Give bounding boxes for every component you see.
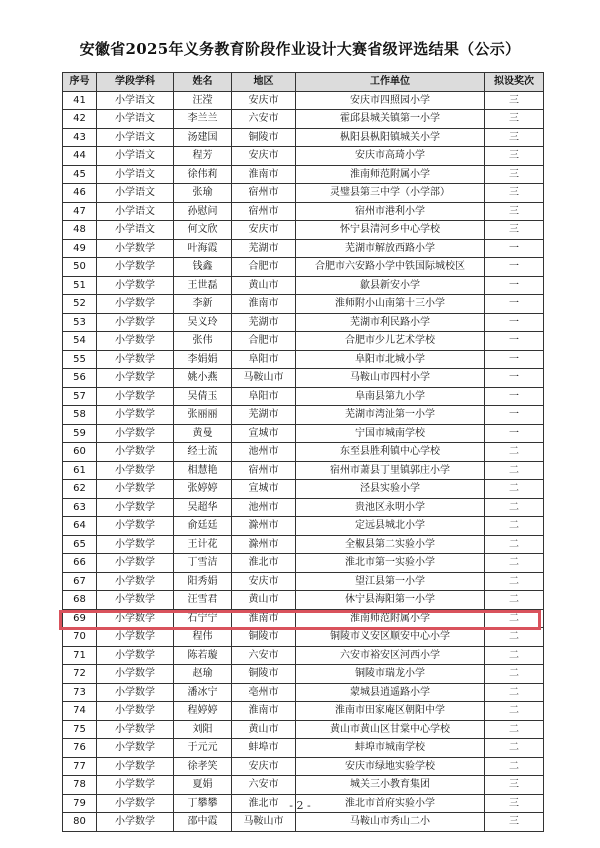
cell-subject: 小学数学 [97, 757, 174, 776]
cell-subject: 小学数学 [97, 739, 174, 758]
cell-name: 刘阳 [174, 720, 232, 739]
table-row [63, 165, 544, 184]
cell-name: 李新 [174, 295, 232, 314]
cell-name: 陈若璇 [174, 646, 232, 665]
cell-index: 44 [63, 147, 97, 166]
cell-workplace: 淮南市田家庵区朝阳中学 [296, 702, 485, 721]
cell-index: 71 [63, 646, 97, 665]
cell-name: 王计花 [174, 535, 232, 554]
cell-name: 程伟 [174, 628, 232, 647]
cell-subject: 小学数学 [97, 480, 174, 499]
table-row [63, 683, 544, 702]
cell-workplace: 芜湖市利民路小学 [296, 313, 485, 332]
cell-subject: 小学语文 [97, 221, 174, 240]
table-row [63, 295, 544, 314]
table-row [63, 591, 544, 610]
cell-subject: 小学数学 [97, 535, 174, 554]
cell-award: 三 [485, 202, 544, 221]
table-row [63, 387, 544, 406]
cell-name: 相慧艳 [174, 461, 232, 480]
document-title: 安徽省2025年义务教育阶段作业设计大赛省级评选结果（公示） [79, 40, 521, 58]
cell-region: 宿州市 [232, 184, 296, 203]
cell-index: 72 [63, 665, 97, 684]
cell-award: 二 [485, 535, 544, 554]
cell-index: 70 [63, 628, 97, 647]
header-region: 地区 [232, 73, 296, 92]
cell-workplace: 铜陵市瑞龙小学 [296, 665, 485, 684]
cell-name: 徐伟莉 [174, 165, 232, 184]
cell-workplace: 贵池区永明小学 [296, 498, 485, 517]
header-index: 序号 [63, 73, 97, 92]
cell-workplace: 灵璧县第三中学（小学部） [296, 184, 485, 203]
cell-subject: 小学语文 [97, 110, 174, 129]
cell-subject: 小学数学 [97, 813, 174, 832]
cell-index: 51 [63, 276, 97, 295]
cell-region: 宿州市 [232, 461, 296, 480]
cell-workplace: 铜陵市义安区顺安中心小学 [296, 628, 485, 647]
cell-subject: 小学数学 [97, 313, 174, 332]
cell-index: 80 [63, 813, 97, 832]
cell-workplace: 定远县城北小学 [296, 517, 485, 536]
cell-index: 66 [63, 554, 97, 573]
cell-index: 56 [63, 369, 97, 388]
cell-index: 61 [63, 461, 97, 480]
cell-index: 42 [63, 110, 97, 129]
table-row [63, 572, 544, 591]
cell-subject: 小学数学 [97, 720, 174, 739]
cell-award: 一 [485, 387, 544, 406]
cell-region: 宣城市 [232, 424, 296, 443]
cell-award: 三 [485, 147, 544, 166]
cell-index: 77 [63, 757, 97, 776]
cell-award: 一 [485, 332, 544, 351]
cell-award: 三 [485, 776, 544, 795]
cell-workplace: 城关三小教育集团 [296, 776, 485, 795]
cell-award: 三 [485, 221, 544, 240]
cell-name: 钱鑫 [174, 258, 232, 277]
cell-workplace: 蒙城县逍遥路小学 [296, 683, 485, 702]
header-row [63, 73, 544, 92]
cell-index: 79 [63, 794, 97, 813]
table-row [63, 128, 544, 147]
cell-award: 二 [485, 757, 544, 776]
cell-region: 芜湖市 [232, 406, 296, 425]
cell-region: 安庆市 [232, 91, 296, 110]
cell-workplace: 休宁县海阳第一小学 [296, 591, 485, 610]
header-workplace: 工作单位 [296, 73, 485, 92]
table-row [63, 813, 544, 832]
cell-name: 吴义玲 [174, 313, 232, 332]
cell-workplace: 歙县新安小学 [296, 276, 485, 295]
cell-index: 58 [63, 406, 97, 425]
cell-name: 程婷婷 [174, 702, 232, 721]
table-row [63, 554, 544, 573]
table-row [63, 480, 544, 499]
cell-index: 60 [63, 443, 97, 462]
table-row [63, 202, 544, 221]
cell-award: 二 [485, 461, 544, 480]
cell-award: 一 [485, 239, 544, 258]
cell-workplace: 宿州市萧县丁里镇郭庄小学 [296, 461, 485, 480]
cell-workplace: 淮北市第一实验小学 [296, 554, 485, 573]
cell-index: 68 [63, 591, 97, 610]
cell-workplace: 阜阳市北城小学 [296, 350, 485, 369]
table-row [63, 110, 544, 129]
cell-award: 二 [485, 739, 544, 758]
cell-index: 57 [63, 387, 97, 406]
cell-workplace: 宿州市港利小学 [296, 202, 485, 221]
table-row [63, 517, 544, 536]
cell-workplace: 怀宁县清河乡中心学校 [296, 221, 485, 240]
table-row [63, 776, 544, 795]
cell-subject: 小学数学 [97, 609, 174, 628]
cell-region: 淮北市 [232, 794, 296, 813]
cell-index: 69 [63, 609, 97, 628]
cell-workplace: 望江县第一小学 [296, 572, 485, 591]
cell-subject: 小学数学 [97, 424, 174, 443]
cell-region: 池州市 [232, 443, 296, 462]
cell-award: 三 [485, 813, 544, 832]
cell-region: 安庆市 [232, 572, 296, 591]
header-name: 姓名 [174, 73, 232, 92]
cell-name: 俞廷廷 [174, 517, 232, 536]
table-row [63, 757, 544, 776]
cell-workplace: 泾县实验小学 [296, 480, 485, 499]
cell-award: 二 [485, 628, 544, 647]
cell-workplace: 淮南师范附属小学 [296, 165, 485, 184]
cell-region: 池州市 [232, 498, 296, 517]
cell-index: 62 [63, 480, 97, 499]
cell-award: 二 [485, 646, 544, 665]
cell-award: 一 [485, 258, 544, 277]
cell-name: 程芳 [174, 147, 232, 166]
cell-index: 76 [63, 739, 97, 758]
cell-name: 潘冰宁 [174, 683, 232, 702]
cell-name: 赵瑜 [174, 665, 232, 684]
cell-workplace: 淮南师范附属小学 [296, 609, 485, 628]
cell-subject: 小学数学 [97, 461, 174, 480]
cell-region: 滁州市 [232, 517, 296, 536]
cell-award: 二 [485, 480, 544, 499]
cell-name: 阳秀娟 [174, 572, 232, 591]
cell-name: 汤建国 [174, 128, 232, 147]
cell-award: 一 [485, 276, 544, 295]
cell-workplace: 淮师附小山南第十三小学 [296, 295, 485, 314]
cell-subject: 小学数学 [97, 554, 174, 573]
cell-region: 马鞍山市 [232, 813, 296, 832]
cell-workplace: 蚌埠市城南学校 [296, 739, 485, 758]
cell-subject: 小学数学 [97, 646, 174, 665]
cell-subject: 小学数学 [97, 239, 174, 258]
cell-name: 黄曼 [174, 424, 232, 443]
table-row [63, 91, 544, 110]
cell-award: 二 [485, 443, 544, 462]
cell-index: 65 [63, 535, 97, 554]
cell-name: 李娟娟 [174, 350, 232, 369]
table-row [63, 147, 544, 166]
cell-name: 经士流 [174, 443, 232, 462]
table-row [63, 332, 544, 351]
cell-region: 芜湖市 [232, 239, 296, 258]
cell-subject: 小学语文 [97, 184, 174, 203]
cell-region: 六安市 [232, 646, 296, 665]
cell-region: 黄山市 [232, 276, 296, 295]
cell-index: 63 [63, 498, 97, 517]
cell-subject: 小学数学 [97, 628, 174, 647]
cell-index: 55 [63, 350, 97, 369]
table-row [63, 702, 544, 721]
table-row [63, 646, 544, 665]
cell-region: 六安市 [232, 776, 296, 795]
cell-subject: 小学数学 [97, 794, 174, 813]
cell-index: 64 [63, 517, 97, 536]
cell-award: 三 [485, 91, 544, 110]
cell-award: 二 [485, 572, 544, 591]
cell-subject: 小学数学 [97, 387, 174, 406]
table-row [63, 406, 544, 425]
cell-region: 芜湖市 [232, 313, 296, 332]
cell-region: 宣城市 [232, 480, 296, 499]
cell-subject: 小学数学 [97, 683, 174, 702]
cell-subject: 小学数学 [97, 665, 174, 684]
table-row [63, 221, 544, 240]
cell-region: 合肥市 [232, 332, 296, 351]
table-row [63, 628, 544, 647]
cell-name: 于元元 [174, 739, 232, 758]
cell-region: 黄山市 [232, 591, 296, 610]
cell-workplace: 芜湖市湾沚第一小学 [296, 406, 485, 425]
cell-award: 一 [485, 350, 544, 369]
table-row [63, 276, 544, 295]
cell-award: 二 [485, 517, 544, 536]
cell-name: 汪雪君 [174, 591, 232, 610]
cell-index: 74 [63, 702, 97, 721]
cell-name: 石宁宁 [174, 609, 232, 628]
table-row [63, 461, 544, 480]
cell-name: 丁雪洁 [174, 554, 232, 573]
results-table [62, 72, 544, 832]
cell-region: 阜阳市 [232, 350, 296, 369]
table-row [63, 443, 544, 462]
header-award: 拟设奖次 [485, 73, 544, 92]
cell-index: 43 [63, 128, 97, 147]
cell-subject: 小学数学 [97, 350, 174, 369]
table-row [63, 369, 544, 388]
cell-workplace: 合肥市六安路小学中铁国际城校区 [296, 258, 485, 277]
cell-index: 67 [63, 572, 97, 591]
cell-region: 铜陵市 [232, 628, 296, 647]
cell-region: 滁州市 [232, 535, 296, 554]
cell-subject: 小学数学 [97, 406, 174, 425]
cell-award: 三 [485, 128, 544, 147]
cell-award: 一 [485, 313, 544, 332]
cell-subject: 小学数学 [97, 572, 174, 591]
cell-name: 叶海霞 [174, 239, 232, 258]
cell-name: 邵中霞 [174, 813, 232, 832]
cell-region: 阜阳市 [232, 387, 296, 406]
cell-index: 49 [63, 239, 97, 258]
header-subject: 学段学科 [97, 73, 174, 92]
cell-region: 宿州市 [232, 202, 296, 221]
table-header [63, 73, 544, 92]
cell-workplace: 霍邱县城关镇第一小学 [296, 110, 485, 129]
table-row [63, 350, 544, 369]
cell-name: 吴倩玉 [174, 387, 232, 406]
cell-workplace: 阜南县第九小学 [296, 387, 485, 406]
cell-subject: 小学语文 [97, 202, 174, 221]
cell-award: 二 [485, 702, 544, 721]
cell-subject: 小学数学 [97, 369, 174, 388]
table-row [63, 720, 544, 739]
page-number: - 2 - [289, 799, 311, 812]
cell-index: 78 [63, 776, 97, 795]
cell-index: 54 [63, 332, 97, 351]
cell-subject: 小学数学 [97, 443, 174, 462]
cell-region: 合肥市 [232, 258, 296, 277]
cell-workplace: 枞阳县枞阳镇城关小学 [296, 128, 485, 147]
cell-region: 淮南市 [232, 702, 296, 721]
cell-workplace: 合肥市少儿艺术学校 [296, 332, 485, 351]
table-row [63, 239, 544, 258]
cell-subject: 小学数学 [97, 517, 174, 536]
cell-award: 一 [485, 406, 544, 425]
table-row [63, 424, 544, 443]
table-row [63, 535, 544, 554]
cell-workplace: 安庆市四照园小学 [296, 91, 485, 110]
cell-subject: 小学语文 [97, 128, 174, 147]
cell-award: 二 [485, 665, 544, 684]
cell-region: 淮南市 [232, 295, 296, 314]
cell-award: 二 [485, 683, 544, 702]
cell-region: 淮南市 [232, 165, 296, 184]
cell-award: 二 [485, 591, 544, 610]
table-body [63, 91, 544, 831]
cell-subject: 小学数学 [97, 776, 174, 795]
cell-name: 夏娟 [174, 776, 232, 795]
cell-index: 50 [63, 258, 97, 277]
cell-region: 黄山市 [232, 720, 296, 739]
table-row [63, 258, 544, 277]
cell-region: 安庆市 [232, 147, 296, 166]
cell-name: 张瑜 [174, 184, 232, 203]
cell-workplace: 宁国市城南学校 [296, 424, 485, 443]
cell-subject: 小学数学 [97, 702, 174, 721]
cell-name: 丁攀攀 [174, 794, 232, 813]
cell-index: 45 [63, 165, 97, 184]
cell-award: 一 [485, 295, 544, 314]
cell-award: 三 [485, 165, 544, 184]
table-row [63, 665, 544, 684]
cell-name: 徐孝笑 [174, 757, 232, 776]
cell-award: 一 [485, 369, 544, 388]
cell-name: 汪滢 [174, 91, 232, 110]
cell-index: 73 [63, 683, 97, 702]
cell-award: 三 [485, 794, 544, 813]
cell-subject: 小学数学 [97, 258, 174, 277]
cell-workplace: 安庆市高琦小学 [296, 147, 485, 166]
cell-subject: 小学数学 [97, 276, 174, 295]
cell-name: 王世磊 [174, 276, 232, 295]
cell-workplace: 全椒县第二实验小学 [296, 535, 485, 554]
cell-subject: 小学数学 [97, 591, 174, 610]
cell-workplace: 安庆市绿地实验学校 [296, 757, 485, 776]
cell-region: 亳州市 [232, 683, 296, 702]
cell-workplace: 芜湖市解放西路小学 [296, 239, 485, 258]
cell-name: 吴超华 [174, 498, 232, 517]
cell-subject: 小学语文 [97, 165, 174, 184]
cell-region: 蚌埠市 [232, 739, 296, 758]
cell-subject: 小学语文 [97, 147, 174, 166]
cell-award: 三 [485, 184, 544, 203]
cell-index: 52 [63, 295, 97, 314]
cell-award: 二 [485, 498, 544, 517]
cell-name: 张丽丽 [174, 406, 232, 425]
cell-name: 张伟 [174, 332, 232, 351]
cell-index: 59 [63, 424, 97, 443]
table-row [63, 609, 544, 628]
table-row [63, 184, 544, 203]
cell-subject: 小学数学 [97, 332, 174, 351]
cell-subject: 小学数学 [97, 295, 174, 314]
cell-workplace: 六安市裕安区河西小学 [296, 646, 485, 665]
cell-award: 二 [485, 720, 544, 739]
cell-region: 淮南市 [232, 609, 296, 628]
cell-award: 三 [485, 110, 544, 129]
cell-index: 46 [63, 184, 97, 203]
cell-subject: 小学语文 [97, 91, 174, 110]
cell-name: 何文欣 [174, 221, 232, 240]
cell-name: 姚小燕 [174, 369, 232, 388]
cell-award: 二 [485, 609, 544, 628]
cell-award: 二 [485, 554, 544, 573]
table-row [63, 739, 544, 758]
cell-workplace: 马鞍山市秀山二小 [296, 813, 485, 832]
cell-region: 马鞍山市 [232, 369, 296, 388]
cell-region: 安庆市 [232, 757, 296, 776]
cell-name: 张婷婷 [174, 480, 232, 499]
cell-index: 53 [63, 313, 97, 332]
cell-index: 75 [63, 720, 97, 739]
cell-index: 47 [63, 202, 97, 221]
cell-subject: 小学数学 [97, 498, 174, 517]
cell-workplace: 东至县胜利镇中心学校 [296, 443, 485, 462]
cell-award: 一 [485, 424, 544, 443]
cell-name: 孙慰问 [174, 202, 232, 221]
cell-name: 李兰兰 [174, 110, 232, 129]
cell-workplace: 黄山市黄山区甘棠中心学校 [296, 720, 485, 739]
cell-region: 铜陵市 [232, 665, 296, 684]
cell-region: 淮北市 [232, 554, 296, 573]
cell-index: 48 [63, 221, 97, 240]
cell-region: 六安市 [232, 110, 296, 129]
table-row [63, 313, 544, 332]
cell-index: 41 [63, 91, 97, 110]
cell-region: 铜陵市 [232, 128, 296, 147]
table-row [63, 498, 544, 517]
cell-workplace: 马鞍山市四村小学 [296, 369, 485, 388]
cell-region: 安庆市 [232, 221, 296, 240]
cell-workplace: 淮北市首府实验小学 [296, 794, 485, 813]
